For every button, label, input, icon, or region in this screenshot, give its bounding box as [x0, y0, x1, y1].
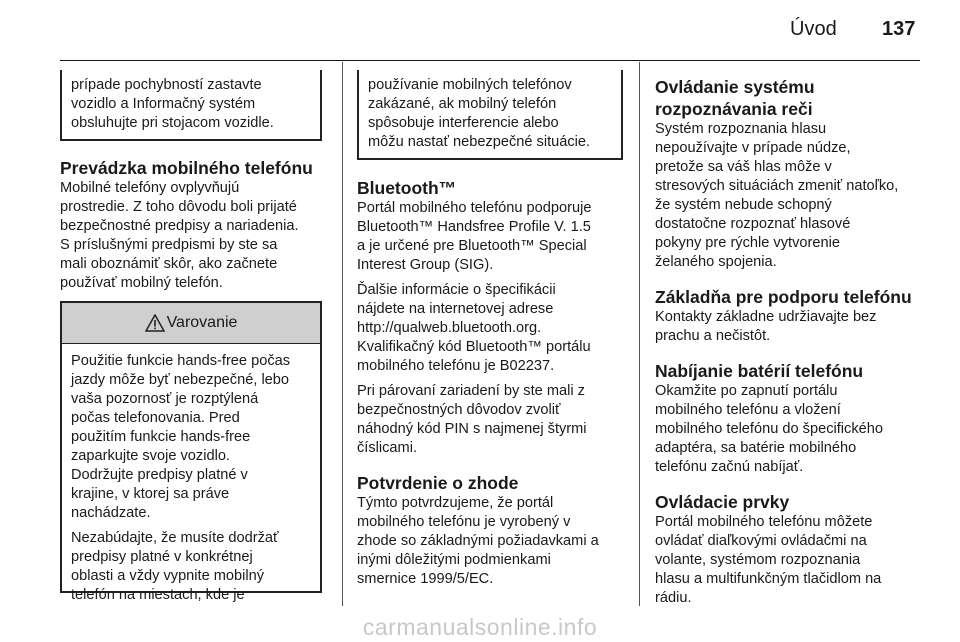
warning-box-continuation [357, 70, 623, 160]
warning-box-continuation [60, 70, 322, 141]
text-line: používať mobilný telefón. [60, 275, 223, 291]
watermark: carmanualsonline.info [362, 614, 598, 640]
text-line: rádiu. [655, 590, 692, 606]
text-line: želaného spojenia. [655, 254, 777, 270]
text-line: Portál mobilného telefónu podporuje [357, 200, 592, 216]
text-line: krajine, v ktorej sa práve [71, 486, 230, 502]
text-line: hlasu a multifunkčným tlačidlom na [655, 571, 882, 587]
text-line: používanie mobilných telefónov [368, 77, 572, 93]
column-2 [357, 70, 623, 589]
text-line: Kontakty základne udržiavajte bez [655, 309, 877, 325]
section-title: Bluetooth™ [357, 178, 457, 198]
text-line: nepoužívajte v prípade núdze, [655, 140, 851, 156]
text-line: smernice 1999/5/EC. [357, 571, 494, 587]
text-line: predpisy platné v konkrétnej [71, 549, 253, 565]
text-line: dostatočne rozpoznať hlasové [655, 216, 851, 232]
section-title: Ovládanie systému [655, 77, 815, 97]
text-line: Systém rozpoznania hlasu [655, 121, 827, 137]
warning-box [60, 301, 322, 603]
text-line: stresových situáciách zmeniť natoľko, [655, 178, 899, 194]
text-line: bezpečnostných dôvodov zvoliť [357, 402, 561, 418]
section-title: Prevádzka mobilného telefónu [60, 158, 313, 178]
text-line: spôsobuje interferencie alebo [368, 115, 559, 131]
text-line: prípade pochybností zastavte [71, 77, 262, 93]
warning-triangle-icon [145, 314, 165, 332]
text-line: číslicami. [357, 440, 417, 456]
page-number: 137 [882, 18, 916, 40]
warning-body [62, 344, 320, 611]
text-line: Pri párovaní zariadení by ste mali z [357, 383, 585, 399]
text-line: Mobilné telefóny ovplyvňujú [60, 180, 240, 196]
page-header-title: Úvod [790, 18, 837, 40]
text-line: S príslušnými predpismi by ste sa [60, 237, 278, 253]
text-line: Dodržujte predpisy platné v [71, 467, 248, 483]
text-line: volante, systémom rozpoznania [655, 552, 861, 568]
text-line: že systém nebude schopný [655, 197, 832, 213]
text-line: vaša pozornosť je rozptýlená [71, 391, 259, 407]
text-line: počas telefonovania. Pred [71, 410, 240, 426]
text-line: zakázané, ak mobilný telefón [368, 96, 557, 112]
text-line: mobilného telefónu je B02237. [357, 358, 555, 374]
text-line: Ďalšie informácie o špecifikácii [357, 282, 556, 298]
text-line: bezpečnostné predpisy a nariadenia. [60, 218, 299, 234]
column-divider-2 [639, 62, 640, 606]
column-1 [60, 70, 322, 603]
text-line: zaparkujte svoje vozidlo. [71, 448, 230, 464]
text-line: mobilného telefónu a vložení [655, 402, 841, 418]
column-3 [655, 76, 945, 608]
text-line: Portál mobilného telefónu môžete [655, 514, 873, 530]
header-rule [60, 60, 920, 61]
text-line: Použitie funkcie hands-free počas [71, 353, 291, 369]
text-line: adaptéra, sa batérie mobilného [655, 440, 857, 456]
text-line: zhode so základnými požiadavkami a [357, 533, 599, 549]
text-line: Bluetooth™ Handsfree Profile V. 1.5 [357, 219, 591, 235]
text-line: nachádzate. [71, 505, 151, 521]
text-line: inými dôležitými podmienkami [357, 552, 551, 568]
text-line: Týmto potvrdzujeme, že portál [357, 495, 554, 511]
section-title: Ovládacie prvky [655, 492, 790, 512]
text-line: telefón na miestach, kde je [71, 587, 245, 603]
text-line: obsluhujte pri stojacom vozidle. [71, 115, 274, 131]
text-line: oblasti a vždy vypnite mobilný [71, 568, 265, 584]
text-line: Interest Group (SIG). [357, 257, 494, 273]
warning-title: Varovanie [166, 314, 238, 331]
text-line: a je určené pre Bluetooth™ Special [357, 238, 587, 254]
text-line: môžu nastať nebezpečné situácie. [368, 134, 591, 150]
text-line: použitím funkcie hands-free [71, 429, 251, 445]
text-line: mobilného telefónu do špecifického [655, 421, 883, 437]
text-line: http://qualweb.bluetooth.org. [357, 320, 542, 336]
section-title: rozpoznávania reči [655, 99, 813, 119]
column-divider-1 [342, 62, 343, 606]
text-line: prachu a nečistôt. [655, 328, 771, 344]
text-line: nájdete na internetovej adrese [357, 301, 554, 317]
section-title: Základňa pre podporu telefónu [655, 287, 912, 307]
text-line: telefónu začnú nabíjať. [655, 459, 804, 475]
text-line: ovládať diaľkovými ovládačmi na [655, 533, 867, 549]
text-line: Nezabúdajte, že musíte dodržať [71, 530, 279, 546]
text-line: mali oboznámiť skôr, ako začnete [60, 256, 278, 272]
text-line: Okamžite po zapnutí portálu [655, 383, 838, 399]
text-line: pretože sa váš hlas môže v [655, 159, 832, 175]
section-title: Nabíjanie batérií telefónu [655, 361, 864, 381]
text-line: mobilného telefónu je vyrobený v [357, 514, 571, 530]
warning-header [62, 303, 320, 344]
text-line: pokyny pre rýchle vytvorenie [655, 235, 840, 251]
text-line: vozidlo a Informačný systém [71, 96, 256, 112]
text-line: prostredie. Z toho dôvodu boli prijaté [60, 199, 297, 215]
text-line: náhodný kód PIN s najmenej štyrmi [357, 421, 587, 437]
text-line: Kvalifikačný kód Bluetooth™ portálu [357, 339, 591, 355]
section-title: Potvrdenie o zhode [357, 473, 519, 493]
text-line: jazdy môže byť nebezpečné, lebo [71, 372, 290, 388]
